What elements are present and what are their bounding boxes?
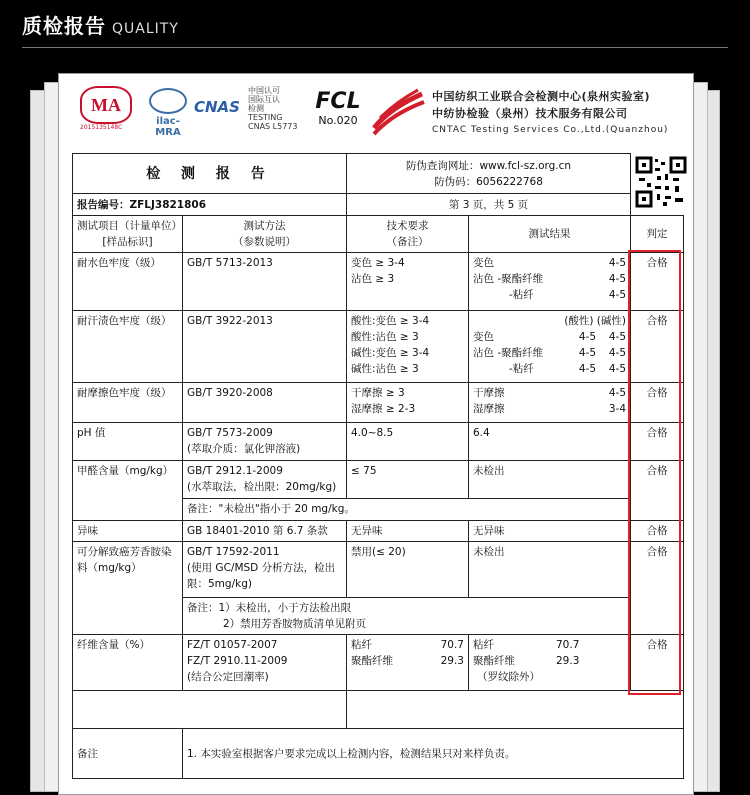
verify-label: 防伪查询网址： [405,159,480,172]
method-cell: GB/T 3920-2008 [183,383,347,423]
result-cell: 未检出 [469,461,631,499]
judge-cell: 合格 [631,542,684,635]
report-table [72,153,684,779]
table-row [73,461,684,499]
blank-cell [347,691,684,729]
header-title: 质检报告 [22,14,106,38]
result-cell: 未检出 [469,542,631,598]
col-req-label: 技术要求 [386,220,429,232]
result-value: 3-4 [608,403,626,415]
item-cell: pH 值 [73,423,183,461]
judge-cell: 合格 [631,383,684,423]
method-line: GB/T 17592-2011 [187,546,280,558]
ilac-ring-icon [149,88,187,114]
result-value: 70.7 [556,639,580,651]
col-item-label: 测试项目（计量单位） [77,220,182,232]
result-cell: 无异味 [469,521,631,542]
col-judge: 判定 [631,216,684,253]
method-cell [183,461,347,499]
note-cell: 备注："未检出"指小于 20 mg/kg。 [183,499,631,521]
note-line: 2）禁用芳香胺物质清单见附页 [223,618,367,630]
result-key: 沾色 -聚酯纤维 [473,347,544,359]
remark-text: 1. 本实验室根据客户要求完成以上检测内容，检测结果只对来样负责。 [183,729,684,779]
cnas-text [248,86,297,131]
req-line: 变色 ≥ 3-4 [351,257,405,269]
judge-cell: 合格 [631,423,684,461]
report-title: 检 测 报 告 [73,154,347,194]
req-cell: ≤ 75 [347,461,469,499]
cnas-logo: CNAS [194,98,240,116]
flag-logo-icon [370,88,426,136]
req-cell: 4.0~8.5 [347,423,469,461]
result-value: 4-5 [608,387,626,399]
result-cell [469,311,631,383]
col-method-label: 测试方法 [243,220,286,232]
req-cell [347,253,469,311]
cnas-text-line: 中国认可 [248,86,280,95]
col-method [183,216,347,253]
fcl-label: FCL [315,89,361,114]
item-cell: 耐水色牢度（级） [73,253,183,311]
method-line: (水萃取法，检出限：20mg/kg) [187,481,337,493]
result-value: 4-5 [578,331,596,343]
code-value: 6056222768 [476,175,543,188]
method-cell [183,635,347,691]
table-row [73,253,684,311]
fcl-logo [314,90,362,132]
report-number [73,194,347,216]
verify-url: www.fcl-sz.org.cn [479,159,572,172]
req-value: 29.3 [440,655,464,667]
item-cell: 可分解致癌芳香胺染料（mg/kg） [73,542,183,635]
method-line: GB/T 7573-2009 [187,427,273,439]
table-row-blank [73,691,684,729]
result-value: 4-5 [578,347,596,359]
result-key: 干摩擦 [473,387,505,399]
result-value: 4-5 [608,273,626,285]
req-cell: 禁用(≤ 20) [347,542,469,598]
result-key: 聚酯纤维 [473,655,515,667]
req-cell [347,383,469,423]
remark-label: 备注 [73,729,183,779]
item-cell: 异味 [73,521,183,542]
table-row [73,423,684,461]
req-line: 湿摩擦 ≥ 2-3 [351,403,416,415]
req-cell: 无异味 [347,521,469,542]
result-key: -粘纤 [509,363,534,375]
judge-cell: 合格 [631,311,684,383]
table-row [73,521,684,542]
req-line: 酸性:变色 ≥ 3-4 [351,315,430,327]
result-value: 4-5 [608,289,626,301]
judge-cell: 合格 [631,635,684,691]
judge-cell: 合格 [631,253,684,311]
result-key: 变色 [473,257,494,269]
note-cell [183,598,631,635]
header-divider [22,47,728,48]
remark-row [73,729,684,779]
col-item [73,216,183,253]
item-cell: 甲醛含量（mg/kg） [73,461,183,521]
result-value: 4-5 [578,363,596,375]
table-row [73,383,684,423]
result-cell [469,383,631,423]
result-key: 粘纤 [473,639,494,651]
method-cell: GB/T 5713-2013 [183,253,347,311]
cnas-text-line: 国际互认 [248,95,280,104]
method-cell: GB 18401-2010 第 6.7 条款 [183,521,347,542]
req-line: 碱性:变色 ≥ 3-4 [351,347,430,359]
req-key: 粘纤 [351,639,372,651]
org-name-1: 中国纺织工业联合会检测中心(泉州实验室) [432,90,651,103]
table-row [73,542,684,598]
result-key: 沾色 -聚酯纤维 [473,273,544,285]
cma-number: 2015135148C [80,124,123,131]
cnas-text-line: TESTING [248,113,283,122]
col-req-sub: （备注） [386,236,429,248]
req-cell [347,311,469,383]
method-cell [183,423,347,461]
method-line: FZ/T 01057-2007 [187,639,278,651]
result-cell [469,635,631,691]
page-header [22,10,179,40]
page-count: 第 3 页，共 5 页 [347,194,631,216]
report-number-value: ZFLJ3821806 [129,198,207,211]
method-line: (使用 GC/MSD 分析方法，检出限：5mg/kg) [187,562,336,590]
fcl-number: No.020 [318,114,358,127]
judge-cell: 合格 [631,521,684,542]
method-cell: GB/T 3922-2013 [183,311,347,383]
req-value: 70.7 [440,639,464,651]
verify-info [347,154,631,194]
req-key: 聚酯纤维 [351,655,393,667]
ilac-label: ilac-MRA [155,116,181,138]
judge-cell: 合格 [631,461,684,521]
method-line: (萃取介质：氯化钾溶液) [187,443,301,455]
result-key: -粘纤 [509,289,534,301]
qr-code-icon [635,156,687,208]
blank-cell [73,691,347,729]
result-head: (酸性) (碱性) [564,315,626,327]
result-value: 4-5 [608,347,626,359]
cma-logo: MA [80,86,132,124]
highlight-box [628,250,681,695]
col-item-sub: [样品标识] [102,236,153,248]
org-name-en: CNTAC Testing Services Co.,Ltd.(Quanzhou) [432,125,669,135]
table-row [73,311,684,383]
header-subtitle: QUALITY [112,21,179,37]
result-value: 4-5 [608,363,626,375]
col-method-sub: （参数说明） [233,236,296,248]
ilac-logo [145,88,191,138]
item-cell: 耐摩擦色牢度（级） [73,383,183,423]
req-line: 沾色 ≥ 3 [351,273,395,285]
cnas-text-line: 检测 [248,104,264,113]
req-cell [347,635,469,691]
result-cell [469,253,631,311]
result-value: 4-5 [608,331,626,343]
result-key: 湿摩擦 [473,403,505,415]
result-key: 变色 [473,331,494,343]
item-cell: 耐汗渍色牢度（级） [73,311,183,383]
req-line: 干摩擦 ≥ 3 [351,387,405,399]
result-note: （罗纹除外） [477,671,540,683]
result-cell: 6.4 [469,423,631,461]
result-value: 29.3 [556,655,580,667]
org-info [432,88,668,139]
method-line: GB/T 2912.1-2009 [187,465,283,477]
col-result: 测试结果 [469,216,631,253]
method-line: (结合公定回潮率) [187,671,269,683]
item-cell: 纤维含量（%） [73,635,183,691]
report-number-label: 报告编号： [77,198,130,211]
method-cell [183,542,347,598]
code-label: 防伪码： [434,175,477,188]
cnas-text-line: CNAS L5773 [248,122,298,131]
method-line: FZ/T 2910.11-2009 [187,655,288,667]
org-name-2: 中纺协检验（泉州）技术服务有限公司 [432,107,628,120]
table-row [73,635,684,691]
qr-code-cell [631,154,684,216]
note-line: 备注：1）未检出，小于方法检出限 [187,602,352,614]
result-value: 4-5 [608,257,626,269]
req-line: 酸性:沾色 ≥ 3 [351,331,419,343]
req-line: 碱性:沾色 ≥ 3 [351,363,419,375]
col-req [347,216,469,253]
